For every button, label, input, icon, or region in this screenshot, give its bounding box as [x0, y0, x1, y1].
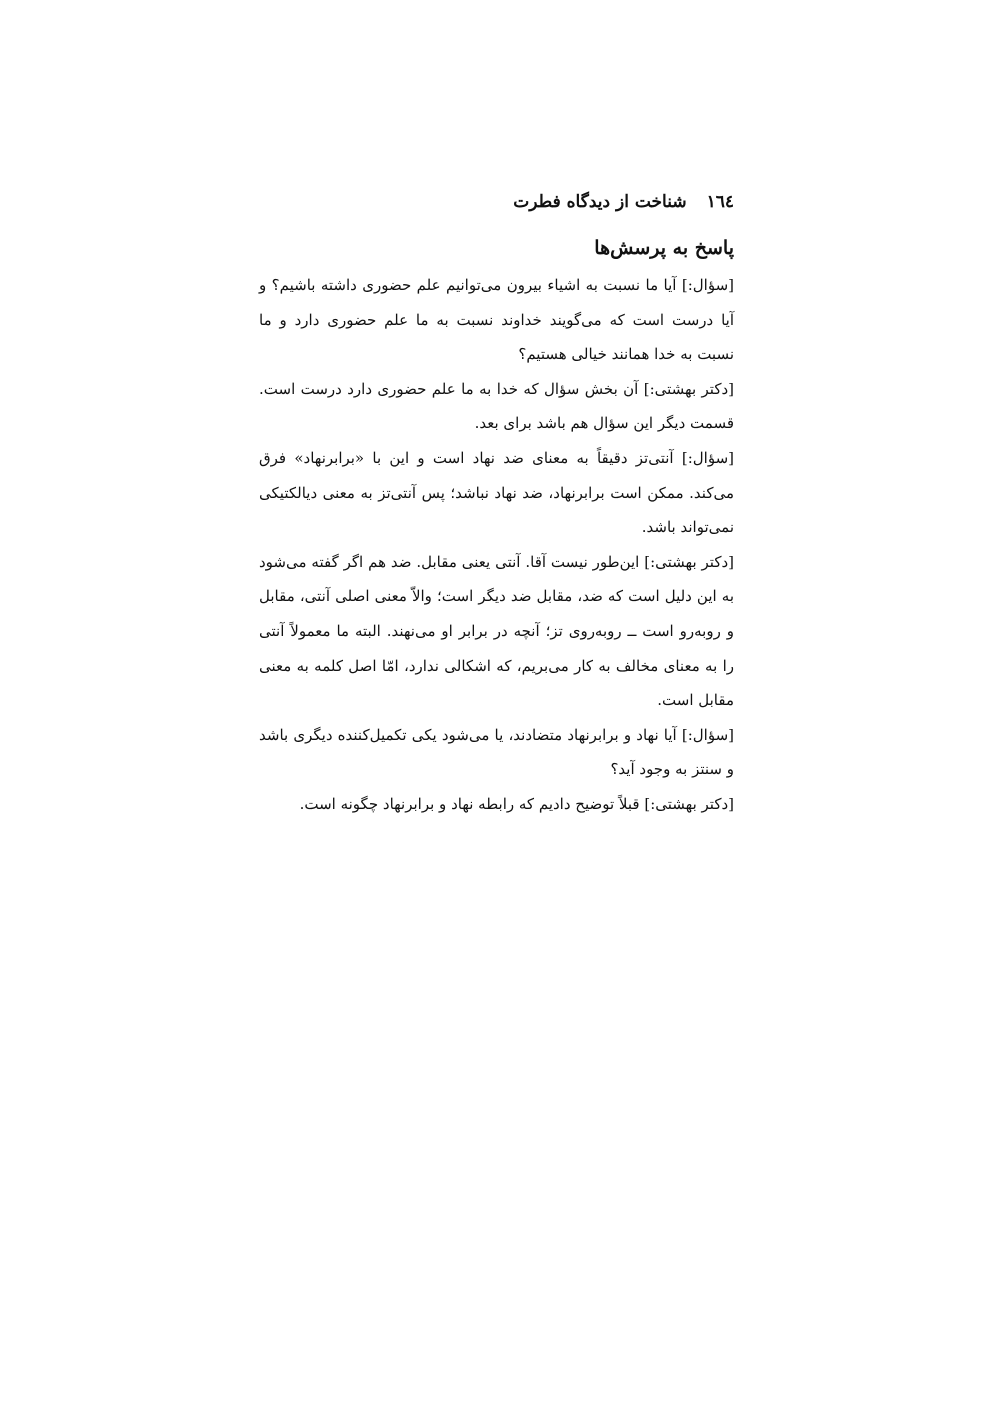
page-content — [259, 232, 734, 822]
section-heading: پاسخ به پرسش‌ها — [594, 237, 734, 259]
answer-paragraph: [دکتر بهشتی:] آن بخش سؤال که خدا به ما علم حضوری دارد درست است. قسمت دیگر این سؤال هم باشد برای بعد. — [259, 379, 734, 433]
question-paragraph: [سؤال:] آیا نهاد و برابرنهاد متضادند، یا می‌شود یکی تکمیل‌کننده دیگری باشد و سنتز به وجود آید؟ — [259, 725, 734, 779]
page-number: ١٦٤ — [706, 192, 734, 212]
running-title: شناخت از دیدگاه فطرت — [513, 192, 687, 212]
running-header — [513, 190, 734, 214]
answer-paragraph: [دکتر بهشتی:] قبلاً توضیح دادیم که رابطه نهاد و برابرنهاد چگونه است. — [299, 794, 734, 813]
answer-paragraph: [دکتر بهشتی:] این‌طور نیست آقا. آنتی یعنی مقابل. ضد هم اگر گفته می‌شود به این دلیل است که ضد، مقابل ضد دیگر است؛ والاّ معنی اصلی آنتی، مقابل و روبه‌رو است ــ روبه‌روی تز؛ آنچه در برابر او می‌نهند. البته ما معمولاً آنتی را به معنای مخالف به کار می‌بریم، که اشکالی ندارد، امّا اصل کلمه به معنی مقابل است. — [259, 552, 734, 710]
question-paragraph: [سؤال:] آیا ما نسبت به اشیاء بیرون می‌توانیم علم حضوری داشته باشیم؟ و آیا درست است که می‌گویند خداوند نسبت به ما علم حضوری دارد و ما نسبت به خدا همانند خیالی هستیم؟ — [259, 276, 734, 364]
question-paragraph: [سؤال:] آنتی‌تز دقیقاً به معنای ضد نهاد است و این با «برابرنهاد» فرق می‌کند. ممکن است برابرنهاد، ضد نهاد نباشد؛ پس آنتی‌تز به معنی دیالکتیکی نمی‌تواند باشد. — [259, 448, 734, 537]
